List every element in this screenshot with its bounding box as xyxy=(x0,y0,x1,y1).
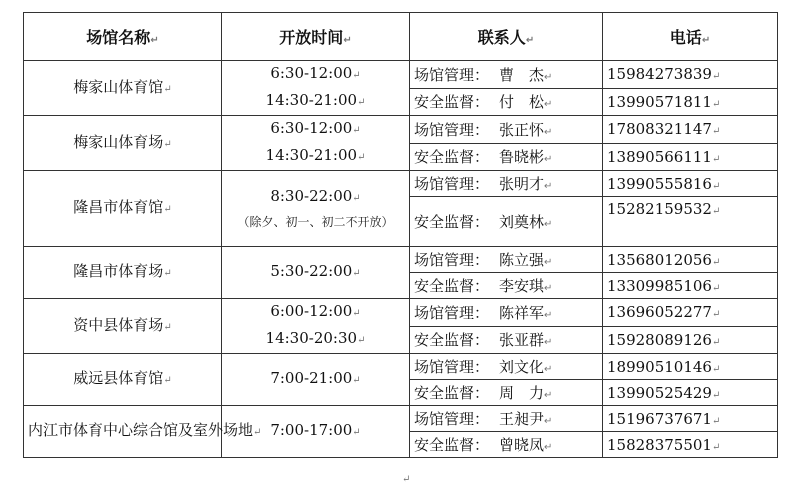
phone-cell: 13890566111↵ xyxy=(603,143,778,171)
contact-cell: 场馆管理： 陈祥军↵ xyxy=(410,299,603,327)
venue-contact-table xyxy=(23,12,778,458)
phone-cell: 15984273839↵ xyxy=(603,61,778,89)
hours-line: 6:00-12:00 xyxy=(270,302,353,320)
phone-cell: 15282159532↵ xyxy=(603,197,778,247)
open-hours-cell: 7:00-17:00↵ xyxy=(222,406,410,458)
contact-cell: 场馆管理： 刘文化↵ xyxy=(410,354,603,380)
contact-cell: 安全监督： 曾晓凤↵ xyxy=(410,432,603,458)
table-row xyxy=(24,116,778,144)
header-venue-name: 场馆名称↵ xyxy=(24,13,222,61)
hours-line: 5:30-22:00 xyxy=(270,262,353,280)
hours-line: 8:30-22:00 xyxy=(270,187,353,205)
hours-line: 7:00-21:00 xyxy=(270,369,353,387)
open-hours-cell: 5:30-22:00↵ xyxy=(222,247,410,299)
table-row xyxy=(24,61,778,89)
hours-line: 7:00-17:00 xyxy=(270,421,353,439)
contact-cell: 安全监督： 刘奠林↵ xyxy=(410,197,603,247)
venue-name-cell: 资中县体育场↵ xyxy=(24,299,222,354)
hours-line: 6:30-12:00 xyxy=(270,119,353,137)
contact-cell: 场馆管理： 张明才↵ xyxy=(410,171,603,197)
venue-name-cell: 内江市体育中心综合馆及室外场地↵ xyxy=(24,406,222,458)
contact-cell: 安全监督： 鲁晓彬↵ xyxy=(410,143,603,171)
contact-cell: 安全监督： 付 松↵ xyxy=(410,88,603,116)
table-row xyxy=(24,171,778,197)
phone-cell: 13990555816↵ xyxy=(603,171,778,197)
venue-name-cell: 梅家山体育馆↵ xyxy=(24,61,222,116)
paragraph-mark: ↵ xyxy=(402,474,411,485)
contact-cell: 安全监督： 张亚群↵ xyxy=(410,326,603,354)
table-row xyxy=(24,247,778,273)
phone-cell: 17808321147↵ xyxy=(603,116,778,144)
hours-note: （除夕、初一、初二不开放） xyxy=(237,215,394,229)
phone-cell: 18990510146↵ xyxy=(603,354,778,380)
hours-line: 14:30-21:00 xyxy=(265,91,358,109)
phone-cell: 13990571811↵ xyxy=(603,88,778,116)
phone-cell: 13309985106↵ xyxy=(603,273,778,299)
open-hours-cell: 7:00-21:00↵ xyxy=(222,354,410,406)
phone-cell: 13990525429↵ xyxy=(603,380,778,406)
open-hours-cell: 6:00-12:00↵ 14:30-20:30↵ xyxy=(222,299,410,354)
venue-name-cell: 隆昌市体育场↵ xyxy=(24,247,222,299)
contact-cell: 场馆管理： 张正怀↵ xyxy=(410,116,603,144)
contact-cell: 场馆管理： 陈立强↵ xyxy=(410,247,603,273)
venue-name-cell: 梅家山体育场↵ xyxy=(24,116,222,171)
contact-cell: 场馆管理： 王昶尹↵ xyxy=(410,406,603,432)
contact-cell: 安全监督： 周 力↵ xyxy=(410,380,603,406)
phone-cell: 15196737671↵ xyxy=(603,406,778,432)
phone-cell: 13568012056↵ xyxy=(603,247,778,273)
open-hours-cell: 6:30-12:00↵ 14:30-21:00↵ xyxy=(222,116,410,171)
table-row xyxy=(24,299,778,327)
table-row xyxy=(24,354,778,380)
table-row xyxy=(24,406,778,432)
open-hours-cell: 6:30-12:00↵ 14:30-21:00↵ xyxy=(222,61,410,116)
header-phone: 电话↵ xyxy=(603,13,778,61)
table-header-row xyxy=(24,13,778,61)
phone-cell: 13696052277↵ xyxy=(603,299,778,327)
venue-name-cell: 威远县体育馆↵ xyxy=(24,354,222,406)
phone-cell: 15928089126↵ xyxy=(603,326,778,354)
contact-cell: 场馆管理： 曹 杰↵ xyxy=(410,61,603,89)
header-contact: 联系人↵ xyxy=(410,13,603,61)
phone-cell: 15828375501↵ xyxy=(603,432,778,458)
contact-cell: 安全监督： 李安琪↵ xyxy=(410,273,603,299)
hours-line: 14:30-20:30 xyxy=(265,329,358,347)
open-hours-cell: 8:30-22:00↵ （除夕、初一、初二不开放） xyxy=(222,171,410,247)
hours-line: 6:30-12:00 xyxy=(270,64,353,82)
header-open-hours: 开放时间↵ xyxy=(222,13,410,61)
venue-name-cell: 隆昌市体育馆↵ xyxy=(24,171,222,247)
hours-line: 14:30-21:00 xyxy=(265,146,358,164)
